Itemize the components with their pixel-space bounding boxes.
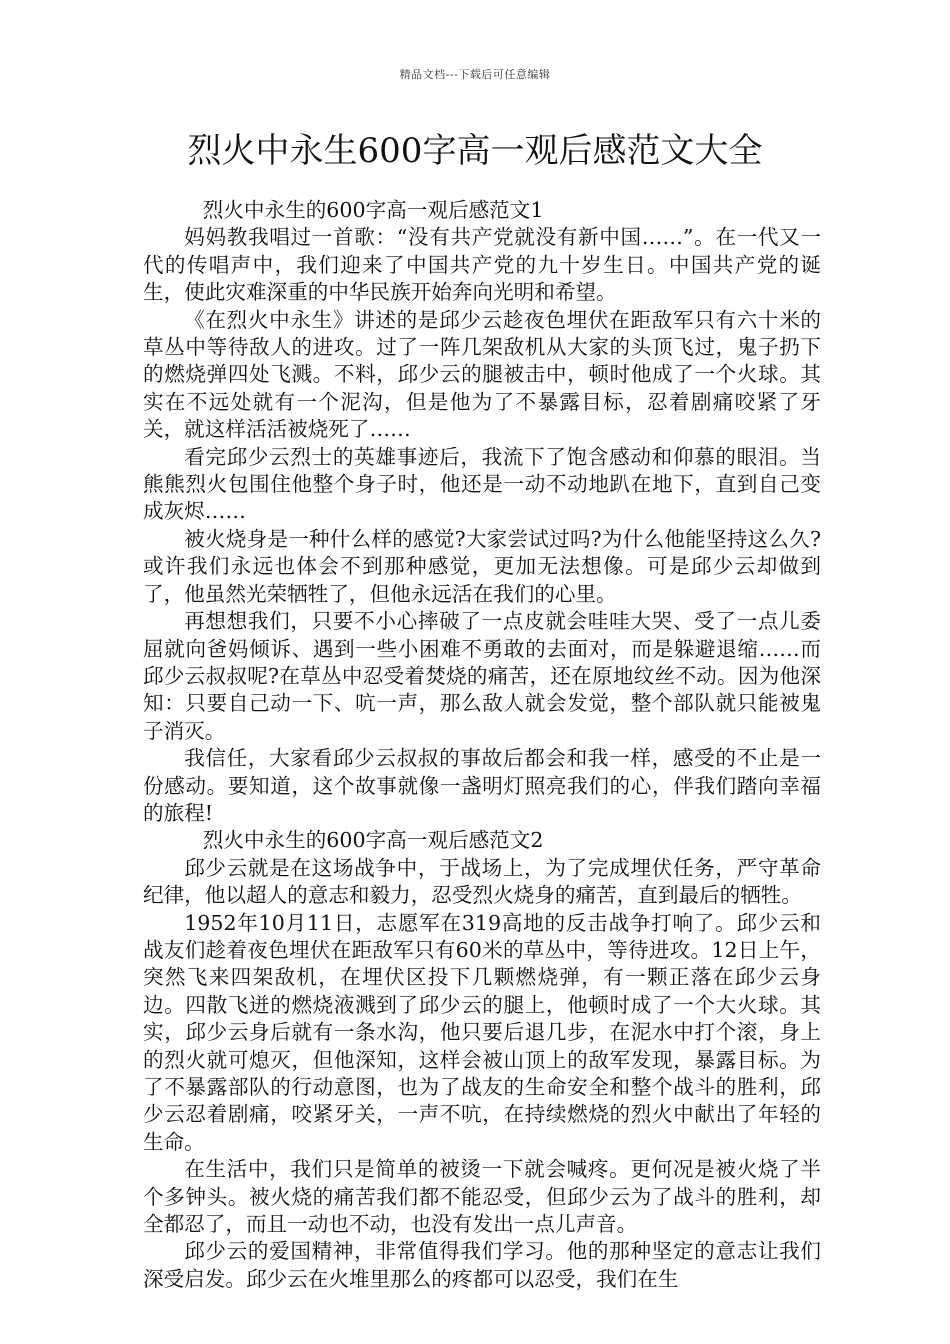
paragraph: 邱少云的爱国精神，非常值得我们学习。他的那种坚定的意志让我们深受启发。邱少云在火堆里那么的疼都可以忍受，我们在生 <box>143 1239 821 1291</box>
paragraph: 被火烧身是一种什么样的感觉?大家尝试过吗?为什么他能坚持这么久?或许我们永远也体会不到那种感觉，更加无法想像。可是邱少云却做到了，他虽然光荣牺牲了，但他永远活在我们的心里。 <box>143 526 821 606</box>
paragraph: 看完邱少云烈士的英雄事迹后，我流下了饱含感动和仰慕的眼泪。当熊熊烈火包围住他整个身子时，他还是一动不动地趴在地下，直到自己变成灰烬…… <box>143 444 821 524</box>
paragraph: 邱少云就是在这场战争中，于战场上，为了完成埋伏任务，严守革命纪律，他以超人的意志和毅力，忍受烈火烧身的痛苦，直到最后的牺牲。 <box>143 855 821 908</box>
header-note: 精品文档---下载后可任意编辑 <box>399 68 551 81</box>
paragraph: 《在烈火中永生》讲述的是邱少云趁夜色埋伏在距敌军只有六十米的草丛中等待敌人的进攻。过了一阵几架敌机从大家的头顶飞过，鬼子扔下的燃烧弹四处飞溅。不料，邱少云的腿被击中，顿时他成了一个火球。其实在不远处就有一个泥沟，但是他为了不暴露目标，忍着剧痛咬紧了牙关，就这样活活被烧死了…… <box>143 307 821 442</box>
paragraph: 妈妈教我唱过一首歌：“没有共产党就没有新中国……”。在一代又一代的传唱声中，我们迎来了中国共产党的九十岁生日。中国共产党的诞生，使此灾难深重的中华民族开始奔向光明和希望。 <box>143 225 821 305</box>
section-heading: 烈火中永生的600字高一观后感范文1 <box>202 198 544 222</box>
document-title: 烈火中永生600字高一观后感范文大全 <box>187 131 763 171</box>
paragraph: 我信任，大家看邱少云叔叔的事故后都会和我一样，感受的不止是一份感动。要知道，这个故事就像一盏明灯照亮我们的心，伴我们踏向幸福的旅程! <box>143 746 821 825</box>
document-body <box>143 197 821 1293</box>
paragraph: 1952年10月11日，志愿军在319高地的反击战争打响了。邱少云和战友们趁着夜色埋伏在距敌军只有60米的草丛中，等待进攻。12日上午，突然飞来四架敌机，在埋伏区投下几颗燃烧弹，有一颗正落在邱少云身边。四散飞迸的燃烧液溅到了邱少云的腿上，他顿时成了一个大火球。其实，邱少云身后就有一条水沟，他只要后退几步，在泥水中打个滚，身上的烈火就可熄灭，但他深知，这样会被山顶上的敌军发现，暴露目标。为了不暴露部队的行动意图，也为了战友的生命安全和整个战斗的胜利，邱少云忍着剧痛，咬紧牙关，一声不吭，在持续燃烧的烈火中献出了年轻的生命。 <box>143 910 821 1154</box>
section-heading: 烈火中永生的600字高一观后感范文2 <box>202 828 544 853</box>
paragraph: 再想想我们，只要不小心摔破了一点皮就会哇哇大哭、受了一点儿委屈就向爸妈倾诉、遇到一些小困难不勇敢的去面对，而是躲避退缩……而邱少云叔叔呢?在草丛中忍受着焚烧的痛苦，还在原地纹丝不动。因为他深知：只要自己动一下、吭一声，那么敌人就会发觉，整个部队就只能被鬼子消灭。 <box>143 609 821 743</box>
paragraph: 在生活中，我们只是简单的被烫一下就会喊疼。更何况是被火烧了半个多钟头。被火烧的痛苦我们都不能忍受，但邱少云为了战斗的胜利，却全都忍了，而且一动也不动，也没有发出一点儿声音。 <box>143 1157 821 1237</box>
